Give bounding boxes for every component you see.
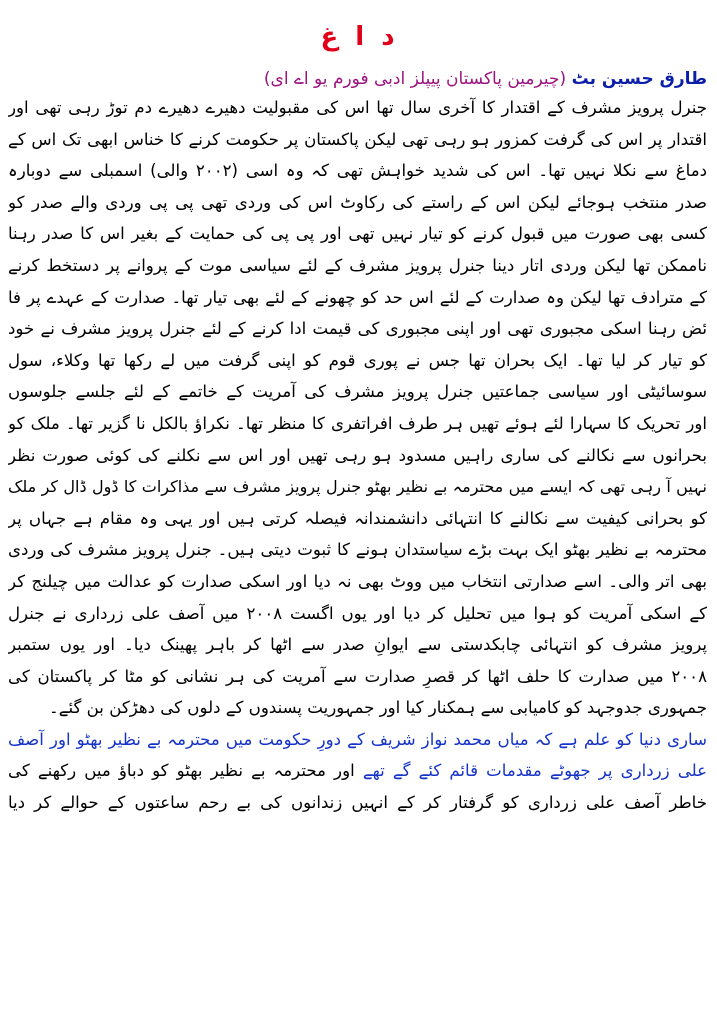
paragraph-1-line: نہیں آ رہی تھی کہ ایسے میں محترمہ بے نظیر بھٹو جنرل پرویز مشرف سے مذاکرات کا ڈول ڈال کر ملک <box>8 477 707 497</box>
paragraph-1-line: بحرانوں سے نکالنے کی ساری راہیں مسدود ہو رہی تھیں اور اس سے نکلنے کی کوئی صورت نظر <box>8 445 707 465</box>
highlighted-phrase: علی زرداری پر جھوٹے مقدمات قائم کئے گے تھے <box>362 761 707 781</box>
paragraph-2-line-3: خاطر آصف علی زرداری کو گرفتار کر کے انہیں زندانوں کی بے رحم ساعتوں کے حوالے کر دیا <box>8 793 707 813</box>
paragraph-1-line: کو بحرانی کیفیت سے نکالنے کا انتہائی دانشمندانہ فیصلہ کرتی ہیں اور یہی وہ مقام ہے جہاں پر <box>8 508 707 528</box>
author-name: طارق حسین بٹ <box>571 69 707 89</box>
paragraph-1-line: بھی اتر والی۔ اسے صدارتی انتخاب میں ووٹ بھی نہ دیا اور اسکی صدارت کو عدالت میں چیلنج کر <box>8 571 707 591</box>
author-role: (چیرمین پاکستان پیپلز ادبی فورم یو اے ای) <box>263 69 567 89</box>
article-body <box>8 92 707 819</box>
paragraph-1-line: دماغ سے نکلا نہیں تھا۔ اس کی شدید خواہش تھی کہ وہ اسی (۲۰۰۲ والی) اسمبلی سے دوبارہ <box>8 161 707 181</box>
paragraph-1-line: جمہوری جدوجہد کو کامیابی سے ہمکنار کیا اور جمہوریت پسندوں کے دلوں کی دھڑکن بن گئے۔ <box>49 698 707 718</box>
paragraph-1-line: اور تحریک کا سہارا لئے ہوئے تھیں ہر طرف افراتفری کا منظر تھا۔ نکراؤ بالکل نا گزیر تھا۔ ملک کو <box>8 413 707 433</box>
paragraph-1-line: صدر منتخب ہوجائے لیکن اس کے راستے کی رکاوٹ اس کی وردی تھی پی پی وردی والے صدر کو <box>8 192 707 212</box>
paragraph-1-line: جنرل پرویز مشرف کے اقتدار کا آخری سال تھا اس کی مقبولیت دھیرے دھیرے دم توڑ رہی تھی اور <box>8 98 707 117</box>
paragraph-2-line-1: ساری دنیا کو علم ہے کہ میاں محمد نواز شریف کے دورِ حکومت میں محترمہ بے نظیر بھٹو اور آصف <box>8 729 707 749</box>
paragraph-1-line: کو تیار کر لیا تھا۔ ایک بحران تھا جس نے پوری قوم کو اپنی گرفت میں لے رکھا تھا وکلاء، سول <box>8 350 707 370</box>
paragraph-1-line: پرویز مشرف کو انتہائی چابکدستی سے ایوانِ صدر سے اٹھا کر باہر پھینک دیا۔ اور یوں ستمبر <box>8 635 707 655</box>
paragraph-1-line: محترمہ بے نظیر بھٹو ایک بہت بڑے سیاستدان ہونے کا ثبوت دیتی ہیں۔ جنرل پرویز مشرف کی وردی <box>8 540 707 560</box>
paragraph-1-line: ۲۰۰۸ میں صدارت کا حلف اٹھا کر قصرِ صدارت سے آمریت کی ہر نشانی کو مٹا کر پاکستان کی <box>8 666 707 686</box>
paragraph-1-line: اقتدار پر اس کی گرفت کمزور ہو رہی تھی لیکن پاکستان پر حکومت کرنے کا خناس ابھی تک اس کے <box>8 129 707 149</box>
paragraph-1-line: سوسائیٹی اور سیاسی جماعتیں جنرل پرویز مشرف کی آمریت کے خاتمے کے لئے جلسے جلوسوں <box>8 382 707 402</box>
paragraph-1-line: ناممکن تھا لیکن وردی اتار دینا جنرل پرویز مشرف کے لئے سیاسی موت کے پروانے پر دستخط کرنے <box>8 255 707 275</box>
paragraph-2-line-2-rest: اور محترمہ بے نظیر بھٹو کو دباؤ میں رکھنے کی <box>8 761 363 781</box>
paragraph-1-line: ئض رہنا اسکی مجبوری تھی اور اپنی مجبوری کی قیمت ادا کرنے کے لئے جنرل پرویز مشرف نے خود <box>8 319 707 339</box>
paragraph-1-line: کے اسکی آمریت کو ہوا میں تحلیل کر دیا اور یوں اگست ۲۰۰۸ میں آصف علی زرداری نے جنرل <box>8 603 707 623</box>
article-title: د ا غ <box>320 22 395 52</box>
paragraph-1-line: کے مترادف تھا لیکن وہ صدارت کے لئے اس حد کو چھونے کے لئے بھی تیار تھا۔ صدارت کے عہدے پر فا <box>8 287 707 307</box>
paragraph-1 <box>8 92 707 724</box>
byline <box>8 66 707 92</box>
paragraph-1-line: کسی بھی صورت میں قبول کرنے کو تیار نہیں تھی اور پی پی کی حمایت کے بغیر اس کا صدر رہنا <box>8 224 707 244</box>
paragraph-2-line-2 <box>8 755 707 787</box>
